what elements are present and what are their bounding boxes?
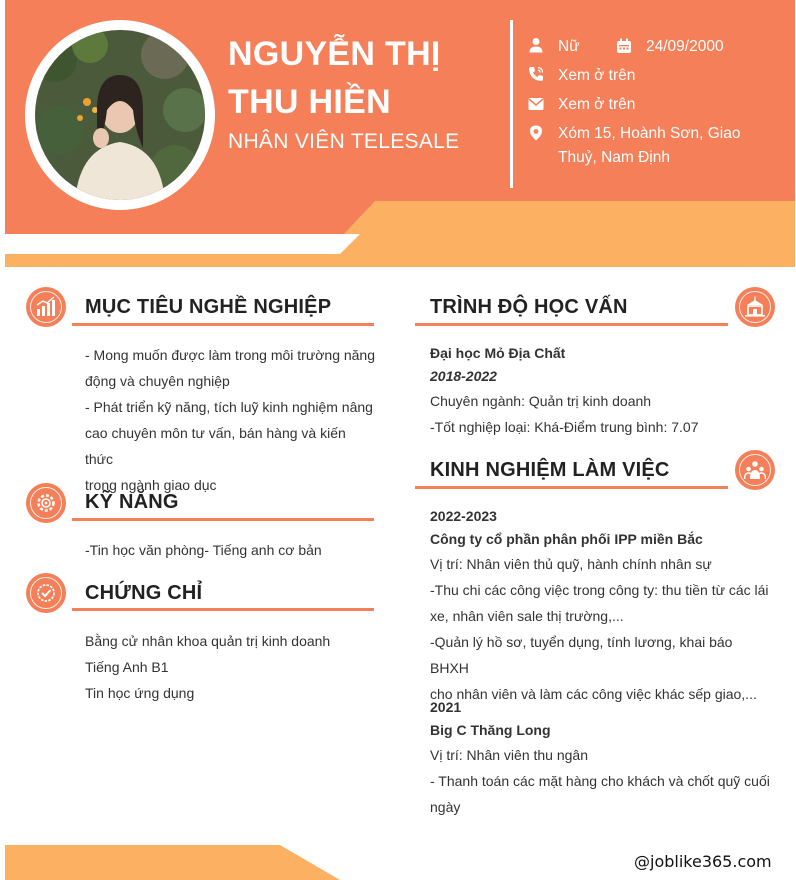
job-company: Công ty cổ phần phân phối IPP miền Bắc [430, 531, 703, 547]
experience-title: KINH NGHIỆM LÀM VIỆC [430, 459, 670, 481]
education-title: TRÌNH ĐỘ HỌC VẤN [430, 296, 628, 318]
objective-line: cao chuyên môn tư vấn, bán hàng và kiến thức [85, 425, 346, 467]
job-line: Vị trí: Nhân viên thủ quỹ, hành chính nhân sự [430, 556, 712, 572]
objective-line: trong ngành giao dục [85, 477, 217, 493]
job-line: -Thu chi các công việc trong công ty: thu tiền từ các lái [430, 582, 769, 598]
avatar [35, 30, 205, 200]
mail-icon [528, 96, 544, 112]
full-name [228, 30, 498, 126]
certificate-icon [35, 582, 57, 604]
certificates-underline [72, 608, 374, 611]
job-line: xe, nhân viên sale thị trường,... [430, 608, 624, 624]
watermark-text: @joblike365.com [634, 852, 772, 871]
education-grade: -Tốt nghiệp loại: Khá-Điểm trung bình: 7.07 [430, 419, 699, 435]
person-icon [528, 37, 544, 53]
phone-value: Xem ở trên [558, 67, 636, 84]
education-period: 2018-2022 [430, 368, 497, 384]
skills-underline [72, 518, 374, 521]
job-line: cho nhân viên và làm các công việc khác sếp giao,... [430, 686, 757, 702]
address-line-2: Thuỷ, Nam Định [558, 149, 670, 166]
phone-icon [528, 66, 544, 82]
job-line: - Thanh toán các mặt hàng cho khách và chốt quỹ cuối [430, 773, 770, 789]
address-value [558, 122, 741, 170]
education-section-icon [735, 287, 775, 327]
certificate-item: Tiếng Anh B1 [85, 659, 169, 675]
objective-text [85, 342, 377, 498]
job-line: ngày [430, 799, 461, 815]
skills-section-icon [26, 483, 66, 523]
address-line-1: Xóm 15, Hoành Sơn, Giao [558, 125, 741, 142]
school-icon [744, 296, 766, 318]
certificates-title: CHỨNG CHỈ [85, 582, 203, 604]
job-line: Vị trí: Nhân viên thu ngân [430, 747, 588, 763]
location-pin-icon [528, 125, 544, 141]
objective-line: - Mong muốn được làm trong môi trường năng [85, 347, 376, 363]
experience-job [430, 505, 775, 707]
certificates-section-icon [26, 573, 66, 613]
education-major: Chuyên ngành: Quản trị kinh doanh [430, 393, 652, 409]
objective-title: MỤC TIÊU NGHỀ NGHIỆP [85, 296, 332, 318]
job-title: NHÂN VIÊN TELESALE [228, 130, 460, 153]
birthdate-value: 24/09/2000 [646, 38, 724, 55]
avatar-frame [25, 20, 215, 210]
skills-title: KỸ NĂNG [85, 491, 179, 513]
calendar-icon [616, 38, 632, 54]
education-details [430, 342, 775, 440]
career-objective-icon [26, 287, 66, 327]
team-icon [744, 459, 766, 481]
school-name: Đại học Mỏ Địa Chất [430, 345, 566, 361]
certificates-list [85, 628, 330, 706]
gear-icon [35, 492, 57, 514]
email-value: Xem ở trên [558, 96, 636, 113]
certificate-item: Tin học ứng dụng [85, 685, 195, 701]
gender-value: Nữ [558, 38, 580, 55]
footer-shape [5, 845, 345, 880]
objective-underline [72, 323, 374, 326]
job-company: Big C Thăng Long [430, 722, 551, 738]
certificate-item: Bằng cử nhân khoa quản trị kinh doanh [85, 633, 331, 649]
experience-underline [415, 486, 728, 489]
objective-line: - Phát triển kỹ năng, tích luỹ kinh nghiệm nâng [85, 399, 373, 415]
skills-text: -Tin học văn phòng- Tiếng anh cơ bản [85, 542, 322, 558]
name-line-1: NGUYỄN THỊ [228, 35, 441, 73]
experience-section-icon [735, 450, 775, 490]
chart-icon [35, 296, 57, 318]
education-underline [415, 323, 728, 326]
job-period: 2022-2023 [430, 508, 497, 524]
job-period: 2021 [430, 699, 462, 715]
objective-line: động và chuyên nghiệp [85, 373, 230, 389]
header-divider [510, 20, 513, 188]
job-line: -Quản lý hồ sơ, tuyển dụng, tính lương, khai báo BHXH [430, 634, 733, 676]
experience-job [430, 696, 775, 820]
name-line-2: THU HIỀN [228, 83, 391, 121]
cv-header [5, 0, 795, 267]
